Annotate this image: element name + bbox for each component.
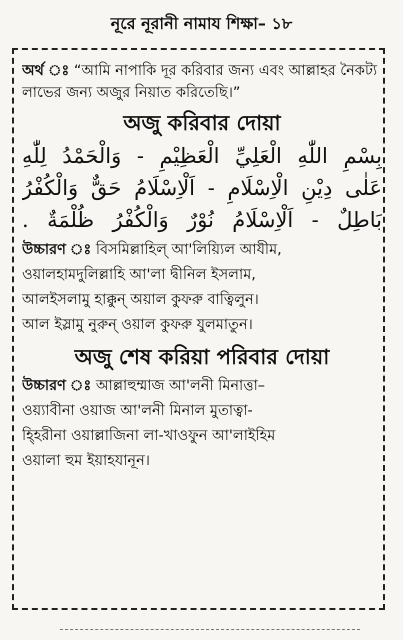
dua1-pron-line-1 bbox=[22, 238, 382, 263]
dua1-pron-line-3: আলইসলামু হাক্কুন্ অয়াল কুফরু বাত্বিলুন। bbox=[22, 292, 259, 308]
dua2-pron-line-4: ওয়ালা হুম ইয়াহযানূন। bbox=[22, 453, 150, 469]
dua2-pron-text-1: আল্লাহুম্মাজ আ'লনী মিনাত্তা– bbox=[95, 378, 266, 394]
bottom-divider bbox=[60, 629, 360, 630]
page-header: নূরে নূরানী নামায শিক্ষা– ১৮ bbox=[110, 14, 293, 33]
dua1-pron-text-1: বিসমিল্লাহিল্ আ'লিয়্যিল আযীম, bbox=[95, 242, 282, 258]
dua2-pronunciation bbox=[22, 374, 382, 474]
dua2-pron-line-3: হ্হিরীনা ওয়াল্লাজিনা লা-খাওফুন আ'লাইহিম bbox=[22, 428, 276, 444]
dua2-title: অজু শেষ করিয়া পরিবার দোয়া bbox=[74, 345, 330, 369]
dua1-pron-line-2: ওয়ালহামদুলিল্লাহি আ'লা দ্বীনিল ইসলাম, bbox=[22, 267, 256, 283]
page-content bbox=[22, 60, 382, 474]
dua1-pron-line-4: আল ইস্লামু নুরুন্ ওয়াল কুফরু যুলমাতুন। bbox=[22, 317, 253, 333]
meaning-paragraph bbox=[22, 60, 382, 104]
arabic-line-1: بِسْمِ اللّٰهِ الْعَلِيِّ الْعَظِيْمِ - وَالْحَمْدُ لِلّٰهِ bbox=[22, 144, 382, 168]
dua1-pronunciation bbox=[22, 238, 382, 338]
dua2-pron-line-1 bbox=[22, 374, 382, 399]
dua2-pron-label: উচ্চারণ ঃ bbox=[22, 378, 92, 394]
dua1-title: অজু করিবার দোয়া bbox=[123, 111, 281, 135]
meaning-label: অর্থ ঃ bbox=[22, 63, 70, 79]
dua1-pron-label: উচ্চারণ ঃ bbox=[22, 242, 92, 258]
dua1-arabic bbox=[22, 140, 382, 236]
meaning-text: “আমি নাপাকি দূর করিবার জন্য এবং আল্লাহর নৈকট্য লাভের জন্য অজুর নিয়াত করিতেছি।” bbox=[22, 63, 378, 101]
dua2-pron-line-2: ওয়্যাবীনা ওয়াজ আ'লনী মিনাল মুতাত্বা- bbox=[22, 403, 253, 419]
arabic-line-3: بَاطِلٌ - اَلْاِسْلَامُ نُوْرٌ وَالْكُفْرُ ظُلْمَةٌ . bbox=[22, 208, 382, 232]
arabic-line-2: عَلٰى دِيْنِ الْاِسْلَامِ - اَلْاِسْلَامُ حَقٌّ وَالْكُفْرُ bbox=[22, 176, 382, 200]
